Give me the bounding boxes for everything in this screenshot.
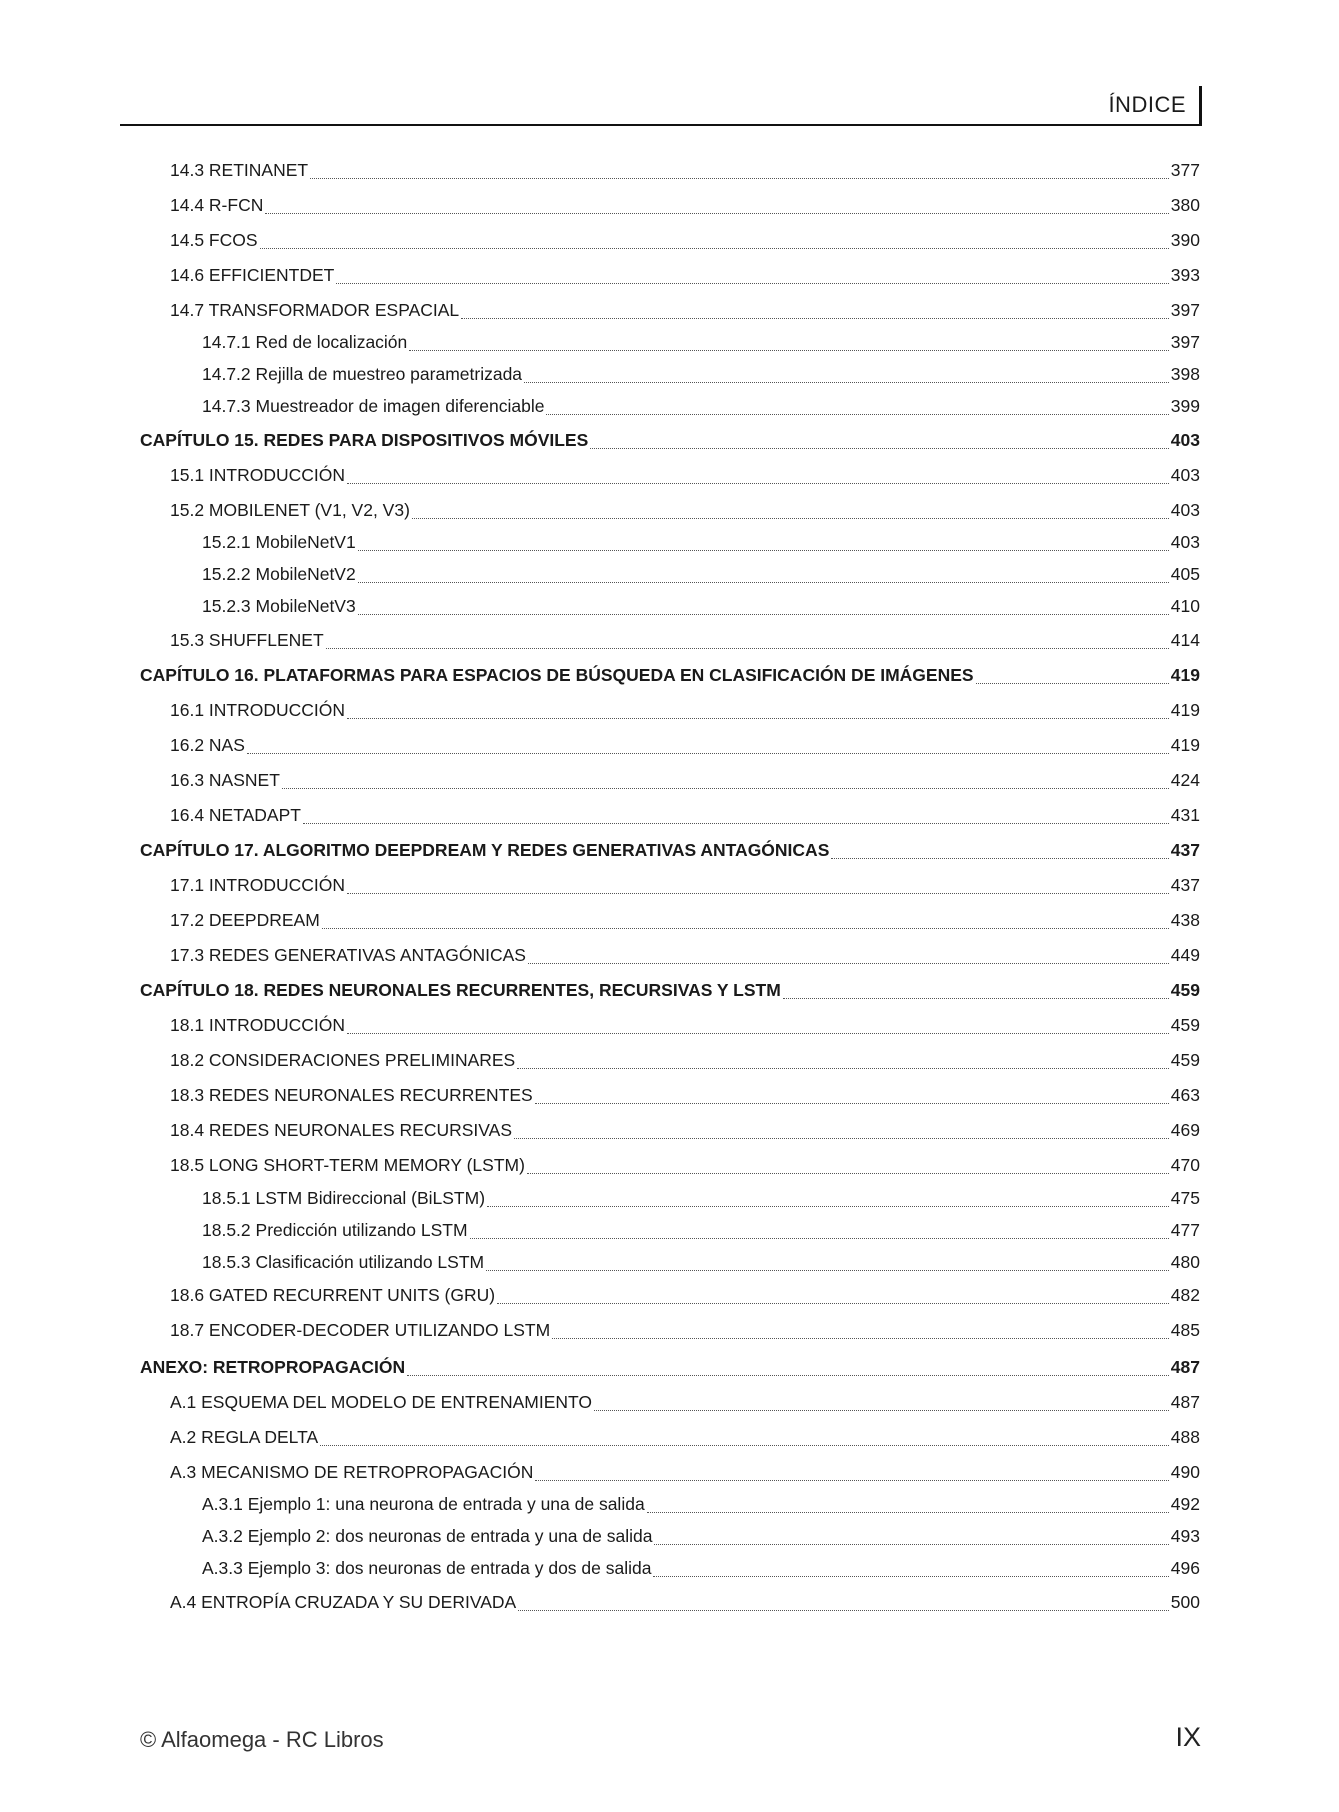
dot-leader bbox=[486, 1270, 1169, 1271]
toc-entry-title: 18.1 INTRODUCCIÓN bbox=[170, 1015, 346, 1035]
dot-leader bbox=[831, 858, 1168, 859]
dot-leader bbox=[654, 1544, 1168, 1545]
dot-leader bbox=[535, 1103, 1169, 1104]
toc-entry-title: 15.2.3 MobileNetV3 bbox=[202, 596, 356, 616]
toc-entry-page: 397 bbox=[1170, 300, 1200, 320]
dot-leader bbox=[535, 1480, 1168, 1481]
toc-entry-title: 18.2 CONSIDERACIONES PRELIMINARES bbox=[170, 1050, 516, 1070]
dot-leader bbox=[470, 1238, 1169, 1239]
dot-leader bbox=[783, 998, 1169, 999]
toc-section-entry[interactable] bbox=[0, 300, 1339, 324]
dot-leader bbox=[527, 1173, 1169, 1174]
toc-entry-title: 17.1 INTRODUCCIÓN bbox=[170, 875, 346, 895]
dot-leader bbox=[487, 1206, 1169, 1207]
dot-leader bbox=[347, 893, 1169, 894]
toc-entry-title: 18.3 REDES NEURONALES RECURRENTES bbox=[170, 1085, 533, 1105]
toc-entry-page: 500 bbox=[1170, 1592, 1200, 1612]
header-rule bbox=[120, 124, 1202, 126]
toc-entry-title: 14.7 TRANSFORMADOR ESPACIAL bbox=[170, 300, 460, 320]
dot-leader bbox=[303, 823, 1169, 824]
toc-entry-title: 14.7.1 Red de localización bbox=[202, 332, 408, 352]
toc-entry-page: 403 bbox=[1170, 532, 1200, 552]
header-vertical-bar bbox=[1199, 86, 1202, 126]
toc-entry-title: CAPÍTULO 15. REDES PARA DISPOSITIVOS MÓVILES bbox=[140, 430, 589, 450]
toc-subsection-entry[interactable] bbox=[0, 564, 1339, 588]
toc-section-entry[interactable] bbox=[0, 1155, 1339, 1179]
toc-entry-page: 403 bbox=[1170, 465, 1200, 485]
dot-leader bbox=[358, 582, 1169, 583]
toc-entry-title: 15.2.1 MobileNetV1 bbox=[202, 532, 356, 552]
toc-entry-title: A.1 ESQUEMA DEL MODELO DE ENTRENAMIENTO bbox=[170, 1392, 593, 1412]
toc-entry-title: 18.7 ENCODER-DECODER UTILIZANDO LSTM bbox=[170, 1320, 551, 1340]
toc-entry-page: 431 bbox=[1170, 805, 1200, 825]
dot-leader bbox=[336, 283, 1168, 284]
toc-section-entry[interactable] bbox=[0, 195, 1339, 219]
toc-section-entry[interactable] bbox=[0, 230, 1339, 254]
toc-chapter-entry[interactable] bbox=[0, 980, 1339, 1004]
toc-entry-title: A.3.1 Ejemplo 1: una neurona de entrada y una de salida bbox=[202, 1494, 645, 1514]
toc-entry-title: A.3.2 Ejemplo 2: dos neuronas de entrada y una de salida bbox=[202, 1526, 653, 1546]
toc-entry-page: 459 bbox=[1170, 1015, 1200, 1035]
toc-entry-page: 410 bbox=[1170, 596, 1200, 616]
toc-section-entry[interactable] bbox=[0, 500, 1339, 524]
toc-entry-page: 487 bbox=[1170, 1392, 1200, 1412]
toc-entry-title: 17.3 REDES GENERATIVAS ANTAGÓNICAS bbox=[170, 945, 526, 965]
toc-entry-title: A.3 MECANISMO DE RETROPROPAGACIÓN bbox=[170, 1462, 534, 1482]
toc-entry-title: 18.5 LONG SHORT-TERM MEMORY (LSTM) bbox=[170, 1155, 525, 1175]
toc-section-entry[interactable] bbox=[0, 770, 1339, 794]
dot-leader bbox=[497, 1303, 1169, 1304]
toc-subsection-entry[interactable] bbox=[0, 396, 1339, 420]
dot-leader bbox=[260, 248, 1169, 249]
toc-entry-page: 405 bbox=[1170, 564, 1200, 584]
toc-entry-page: 485 bbox=[1170, 1320, 1200, 1340]
toc-entry-title: 16.2 NAS bbox=[170, 735, 245, 755]
dot-leader bbox=[518, 1610, 1169, 1611]
toc-entry-title: CAPÍTULO 18. REDES NEURONALES RECURRENTES, RECURSIVAS Y LSTM bbox=[140, 980, 781, 1000]
toc-entry-title: A.3.3 Ejemplo 3: dos neuronas de entrada y dos de salida bbox=[202, 1558, 652, 1578]
toc-entry-page: 487 bbox=[1170, 1357, 1200, 1377]
toc-entry-title: 15.2 MOBILENET (V1, V2, V3) bbox=[170, 500, 410, 520]
toc-subsection-entry[interactable] bbox=[0, 364, 1339, 388]
toc-entry-page: 380 bbox=[1170, 195, 1200, 215]
dot-leader bbox=[310, 178, 1169, 179]
dot-leader bbox=[265, 213, 1168, 214]
toc-chapter-entry[interactable] bbox=[0, 430, 1339, 454]
toc-entry-page: 399 bbox=[1170, 396, 1200, 416]
toc-entry-title: 15.3 SHUFFLENET bbox=[170, 630, 324, 650]
toc-entry-page: 490 bbox=[1170, 1462, 1200, 1482]
toc-subsection-entry[interactable] bbox=[0, 1526, 1339, 1550]
toc-entry-page: 438 bbox=[1170, 910, 1200, 930]
toc-section-entry[interactable] bbox=[0, 1050, 1339, 1074]
toc-entry-title: 14.5 FCOS bbox=[170, 230, 258, 250]
toc-entry-title: 14.7.3 Muestreador de imagen diferenciable bbox=[202, 396, 545, 416]
toc-subsection-entry[interactable] bbox=[0, 1220, 1339, 1244]
toc-entry-page: 459 bbox=[1170, 1050, 1200, 1070]
toc-entry-page: 403 bbox=[1170, 500, 1200, 520]
dot-leader bbox=[247, 753, 1169, 754]
toc-entry-title: ANEXO: RETROPROPAGACIÓN bbox=[140, 1357, 406, 1377]
dot-leader bbox=[594, 1410, 1169, 1411]
toc-entry-page: 437 bbox=[1170, 840, 1200, 860]
toc-subsection-entry[interactable] bbox=[0, 532, 1339, 556]
toc-entry-title: 16.3 NASNET bbox=[170, 770, 280, 790]
running-header-title: ÍNDICE bbox=[1108, 92, 1186, 117]
toc-chapter-entry[interactable] bbox=[0, 665, 1339, 689]
toc-entry-title: 15.2.2 MobileNetV2 bbox=[202, 564, 356, 584]
toc-entry-page: 414 bbox=[1170, 630, 1200, 650]
dot-leader bbox=[347, 1033, 1169, 1034]
toc-subsection-entry[interactable] bbox=[0, 1188, 1339, 1212]
toc-entry-page: 480 bbox=[1170, 1252, 1200, 1272]
toc-section-entry[interactable] bbox=[0, 1462, 1339, 1486]
toc-subsection-entry[interactable] bbox=[0, 1558, 1339, 1582]
toc-entry-title: 18.4 REDES NEURONALES RECURSIVAS bbox=[170, 1120, 513, 1140]
dot-leader bbox=[653, 1576, 1168, 1577]
page-number: IX bbox=[1175, 1722, 1201, 1752]
dot-leader bbox=[282, 788, 1169, 789]
toc-entry-page: 377 bbox=[1170, 160, 1200, 180]
toc-entry-title: 17.2 DEEPDREAM bbox=[170, 910, 320, 930]
toc-section-entry[interactable] bbox=[0, 265, 1339, 289]
toc-entry-title: 18.5.2 Predicción utilizando LSTM bbox=[202, 1220, 468, 1240]
toc-subsection-entry[interactable] bbox=[0, 1494, 1339, 1518]
dot-leader bbox=[358, 614, 1169, 615]
toc-chapter-entry[interactable] bbox=[0, 1357, 1339, 1381]
toc-entry-title: 15.1 INTRODUCCIÓN bbox=[170, 465, 346, 485]
toc-entry-page: 463 bbox=[1170, 1085, 1200, 1105]
toc-entry-title: CAPÍTULO 17. ALGORITMO DEEPDREAM Y REDES GENERATIVAS ANTAGÓNICAS bbox=[140, 840, 830, 860]
toc-section-entry[interactable] bbox=[0, 945, 1339, 969]
toc-entry-title: A.4 ENTROPÍA CRUZADA Y SU DERIVADA bbox=[170, 1592, 517, 1612]
toc-section-entry[interactable] bbox=[0, 1392, 1339, 1416]
dot-leader bbox=[461, 318, 1169, 319]
dot-leader bbox=[528, 963, 1169, 964]
toc-entry-title: 18.6 GATED RECURRENT UNITS (GRU) bbox=[170, 1285, 496, 1305]
toc-section-entry[interactable] bbox=[0, 630, 1339, 654]
toc-entry-page: 437 bbox=[1170, 875, 1200, 895]
toc-section-entry[interactable] bbox=[0, 1085, 1339, 1109]
toc-entry-title: 14.7.2 Rejilla de muestreo parametrizada bbox=[202, 364, 523, 384]
publisher-credit: © Alfaomega - RC Libros bbox=[140, 1727, 384, 1752]
toc-section-entry[interactable] bbox=[0, 1015, 1339, 1039]
toc-section-entry[interactable] bbox=[0, 160, 1339, 184]
dot-leader bbox=[976, 683, 1169, 684]
toc-entry-title: 16.1 INTRODUCCIÓN bbox=[170, 700, 346, 720]
dot-leader bbox=[326, 648, 1169, 649]
toc-entry-page: 419 bbox=[1170, 665, 1200, 685]
toc-entry-page: 449 bbox=[1170, 945, 1200, 965]
dot-leader bbox=[347, 483, 1169, 484]
dot-leader bbox=[412, 518, 1169, 519]
toc-entry-page: 488 bbox=[1170, 1427, 1200, 1447]
toc-section-entry[interactable] bbox=[0, 465, 1339, 489]
dot-leader bbox=[517, 1068, 1169, 1069]
dot-leader bbox=[524, 382, 1169, 383]
toc-section-entry[interactable] bbox=[0, 805, 1339, 829]
toc-entry-page: 403 bbox=[1170, 430, 1200, 450]
toc-entry-page: 475 bbox=[1170, 1188, 1200, 1208]
toc-entry-page: 469 bbox=[1170, 1120, 1200, 1140]
toc-section-entry[interactable] bbox=[0, 1592, 1339, 1616]
toc-entry-title: 14.3 RETINANET bbox=[170, 160, 309, 180]
dot-leader bbox=[409, 350, 1169, 351]
dot-leader bbox=[358, 550, 1169, 551]
toc-entry-title: 18.5.1 LSTM Bidireccional (BiLSTM) bbox=[202, 1188, 486, 1208]
toc-chapter-entry[interactable] bbox=[0, 840, 1339, 864]
dot-leader bbox=[347, 718, 1169, 719]
toc-section-entry[interactable] bbox=[0, 1427, 1339, 1451]
dot-leader bbox=[322, 928, 1169, 929]
toc-entry-page: 496 bbox=[1170, 1558, 1200, 1578]
toc-section-entry[interactable] bbox=[0, 735, 1339, 759]
toc-entry-page: 477 bbox=[1170, 1220, 1200, 1240]
dot-leader bbox=[407, 1375, 1169, 1376]
toc-entry-page: 470 bbox=[1170, 1155, 1200, 1175]
toc-section-entry[interactable] bbox=[0, 1320, 1339, 1344]
toc-section-entry[interactable] bbox=[0, 1120, 1339, 1144]
toc-entry-page: 493 bbox=[1170, 1526, 1200, 1546]
dot-leader bbox=[647, 1512, 1169, 1513]
toc-subsection-entry[interactable] bbox=[0, 1252, 1339, 1276]
toc-entry-page: 482 bbox=[1170, 1285, 1200, 1305]
toc-entry-page: 393 bbox=[1170, 265, 1200, 285]
dot-leader bbox=[320, 1445, 1169, 1446]
toc-entry-page: 398 bbox=[1170, 364, 1200, 384]
toc-entry-title: 16.4 NETADAPT bbox=[170, 805, 301, 825]
dot-leader bbox=[590, 448, 1169, 449]
toc-subsection-entry[interactable] bbox=[0, 332, 1339, 356]
toc-entry-page: 459 bbox=[1170, 980, 1200, 1000]
toc-entry-page: 492 bbox=[1170, 1494, 1200, 1514]
dot-leader bbox=[552, 1338, 1169, 1339]
toc-entry-title: 14.6 EFFICIENTDET bbox=[170, 265, 335, 285]
toc-entry-title: A.2 REGLA DELTA bbox=[170, 1427, 319, 1447]
toc-entry-page: 424 bbox=[1170, 770, 1200, 790]
toc-entry-title: CAPÍTULO 16. PLATAFORMAS PARA ESPACIOS DE BÚSQUEDA EN CLASIFICACIÓN DE IMÁGENES bbox=[140, 665, 974, 685]
dot-leader bbox=[546, 414, 1168, 415]
toc-entry-page: 419 bbox=[1170, 700, 1200, 720]
toc-subsection-entry[interactable] bbox=[0, 596, 1339, 620]
toc-entry-page: 397 bbox=[1170, 332, 1200, 352]
dot-leader bbox=[514, 1138, 1169, 1139]
toc-entry-title: 14.4 R-FCN bbox=[170, 195, 264, 215]
toc-entry-page: 390 bbox=[1170, 230, 1200, 250]
toc-section-entry[interactable] bbox=[0, 875, 1339, 899]
toc-section-entry[interactable] bbox=[0, 1285, 1339, 1309]
toc-section-entry[interactable] bbox=[0, 910, 1339, 934]
toc-entry-page: 419 bbox=[1170, 735, 1200, 755]
toc-entry-title: 18.5.3 Clasificación utilizando LSTM bbox=[202, 1252, 485, 1272]
toc-section-entry[interactable] bbox=[0, 700, 1339, 724]
